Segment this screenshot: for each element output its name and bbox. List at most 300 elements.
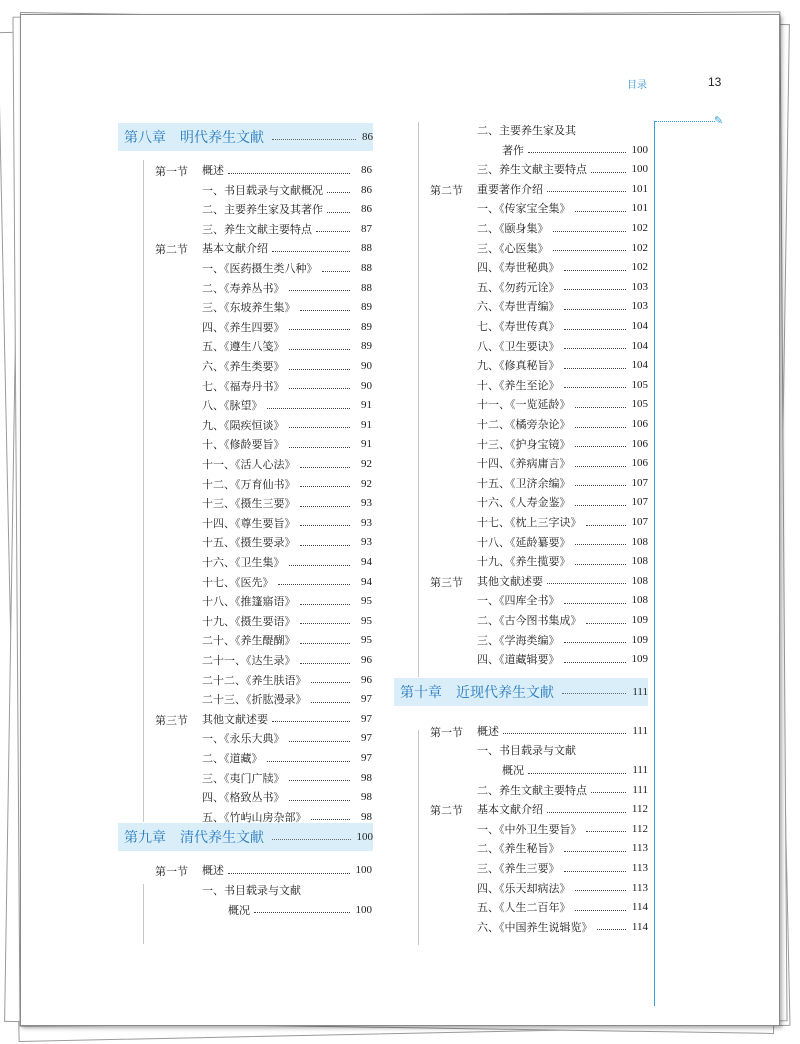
entry-title: 六、《中国养生说辑览》 <box>477 920 593 934</box>
entry-page: 95 <box>361 634 372 647</box>
toc-entry <box>477 879 648 897</box>
entry-title: 十四、《尊生要旨》 <box>202 516 296 530</box>
entry-title: 三、《夷门广牍》 <box>202 771 285 785</box>
entry-title: 六、《寿世青编》 <box>477 300 560 314</box>
entry-page: 106 <box>631 457 648 470</box>
dot-leader <box>586 525 627 526</box>
entry-page: 109 <box>631 614 648 626</box>
entry-title: 十、《养生至论》 <box>477 378 560 392</box>
entry-page: 111 <box>632 724 648 737</box>
margin-rule-horizontal <box>655 121 715 122</box>
entry-title: 五、《勿药元诠》 <box>477 280 560 294</box>
dot-leader <box>300 604 351 605</box>
dot-leader <box>322 271 351 272</box>
dot-leader <box>547 583 626 584</box>
entry-page: 113 <box>631 881 648 894</box>
toc-entry <box>202 475 372 493</box>
entry-page: 102 <box>631 222 648 234</box>
dot-leader <box>300 525 351 526</box>
toc-entry <box>202 533 372 551</box>
entry-title: 十六、《卫生集》 <box>202 556 285 569</box>
toc-entry <box>202 769 372 787</box>
margin-rule-vertical <box>654 121 655 1006</box>
entry-title: 其他文献述要 <box>477 574 543 588</box>
dot-leader <box>289 780 351 781</box>
entry-page: 86 <box>361 203 372 216</box>
dot-leader <box>564 662 627 663</box>
dot-leader <box>564 387 627 388</box>
dot-leader <box>289 388 351 389</box>
entry-page: 100 <box>355 903 372 916</box>
entry-title: 十三、《摄生三要》 <box>202 497 296 511</box>
dot-leader <box>300 643 351 644</box>
toc-entry <box>477 552 648 570</box>
entry-page: 106 <box>631 418 648 430</box>
entry-page: 88 <box>361 262 372 274</box>
dot-leader <box>272 251 350 252</box>
entry-title: 十五、《卫济余编》 <box>477 476 571 490</box>
entry-page: 111 <box>632 764 648 776</box>
entry-page: 100 <box>355 864 372 877</box>
toc-entry <box>477 454 648 472</box>
entry-title: 重要著作介绍 <box>477 182 543 196</box>
entry-page: 87 <box>361 222 372 235</box>
dot-leader <box>575 427 627 428</box>
entry-page: 97 <box>361 732 372 745</box>
entry-page: 114 <box>631 920 648 933</box>
entry-page: 86 <box>361 183 372 196</box>
toc-entry <box>477 591 648 609</box>
entry-page: 101 <box>631 202 648 215</box>
entry-title: 三、《心医集》 <box>477 241 549 255</box>
toc-entry <box>477 121 648 139</box>
entry-page: 88 <box>361 281 372 294</box>
dot-leader <box>289 290 351 291</box>
entry-page: 103 <box>631 300 648 313</box>
entry-title: 二、《颐身集》 <box>477 222 549 235</box>
entry-page: 113 <box>631 842 648 855</box>
section-entry <box>202 239 372 257</box>
entry-title: 五、《人生二百年》 <box>477 901 571 915</box>
toc-entry <box>202 200 372 218</box>
page-number: 13 <box>708 75 722 89</box>
dot-leader <box>289 800 351 801</box>
toc-entry <box>202 671 372 689</box>
entry-page: 106 <box>631 437 648 450</box>
toc-entry <box>202 220 372 238</box>
chapter-page: 100 <box>356 831 373 844</box>
dot-leader <box>564 851 627 852</box>
chapter-title: 第十章 近现代养生文献 <box>400 684 554 701</box>
toc-entry <box>202 651 372 669</box>
toc-entry <box>202 592 372 610</box>
entry-title: 十一、《活人心法》 <box>202 458 296 471</box>
dot-leader <box>300 506 351 507</box>
entry-page: 104 <box>631 339 648 352</box>
entry-title: 其他文献述要 <box>202 712 268 726</box>
toc-entry <box>202 514 372 532</box>
entry-page: 98 <box>361 771 372 784</box>
entry-title: 十七、《枕上三字诀》 <box>477 516 582 529</box>
entry-title: 三、《东坡养生集》 <box>202 301 296 315</box>
entry-page: 107 <box>631 496 648 509</box>
dot-leader <box>311 682 351 683</box>
dot-leader <box>300 310 351 311</box>
dot-leader <box>575 485 627 486</box>
toc-entry <box>202 298 372 316</box>
toc-entry <box>202 612 372 630</box>
toc-entry <box>202 729 372 747</box>
entry-page: 100 <box>631 163 648 176</box>
entry-page: 94 <box>361 575 372 588</box>
entry-page: 86 <box>361 164 372 176</box>
dot-leader <box>289 741 351 742</box>
dot-leader <box>316 231 350 232</box>
entry-title: 十九、《摄生要语》 <box>202 614 296 628</box>
dot-leader <box>553 250 627 251</box>
dot-leader <box>311 819 351 820</box>
entry-title: 十九、《养生揽要》 <box>477 555 571 569</box>
dot-leader <box>267 408 351 409</box>
entry-title: 三、养生文献主要特点 <box>202 222 312 236</box>
dot-leader <box>300 486 351 487</box>
entry-title: 三、《学海类编》 <box>477 633 560 647</box>
entry-title: 十八、《延龄纂要》 <box>477 535 571 549</box>
entry-title: 一、《医药摄生类八种》 <box>202 262 318 275</box>
dot-leader <box>289 447 351 448</box>
entry-page: 108 <box>631 535 648 548</box>
dot-leader <box>272 139 356 140</box>
section-entry <box>477 800 648 818</box>
section-number: 第三节 <box>155 713 188 727</box>
dot-leader <box>575 446 627 447</box>
entry-title: 十六、《人寿金鉴》 <box>477 496 571 510</box>
section-number: 第三节 <box>430 575 463 589</box>
dot-leader <box>575 910 627 911</box>
entry-page: 96 <box>361 673 372 686</box>
entry-page: 93 <box>361 516 372 529</box>
dot-leader <box>272 839 351 840</box>
toc-entry <box>202 396 372 414</box>
dot-leader <box>575 890 627 891</box>
entry-title: 十七、《医先》 <box>202 575 274 589</box>
entry-page: 94 <box>361 556 372 568</box>
dot-leader <box>591 792 626 793</box>
dot-leader <box>228 873 350 874</box>
dot-leader <box>300 663 351 664</box>
chapter-title: 第八章 明代养生文献 <box>124 130 264 146</box>
dot-leader <box>564 642 627 643</box>
entry-title: 十三、《护身宝镜》 <box>477 437 571 451</box>
entry-title: 基本文献介绍 <box>202 242 268 256</box>
entry-title: 二、主要养生家及其著作 <box>202 203 323 217</box>
toc-entry <box>477 533 648 551</box>
entry-page: 98 <box>361 791 372 804</box>
toc-entry <box>477 258 648 276</box>
entry-page: 109 <box>631 633 648 646</box>
toc-entry <box>202 690 372 708</box>
entry-page: 102 <box>631 241 648 254</box>
entry-title: 二十、《养生醍醐》 <box>202 634 296 648</box>
toc-entry <box>477 631 648 649</box>
entry-page: 108 <box>631 594 648 607</box>
dot-leader <box>289 369 351 370</box>
entry-title: 二十一、《达生录》 <box>202 654 296 667</box>
entry-page: 107 <box>631 516 648 528</box>
entry-title: 三、《养生三要》 <box>477 862 560 875</box>
section-entry <box>477 572 648 590</box>
dot-leader <box>327 192 350 193</box>
entry-page: 90 <box>361 360 372 372</box>
entry-title: 一、书目载录与文献概况 <box>202 183 323 197</box>
dot-leader <box>528 773 626 774</box>
toc-entry <box>477 611 648 629</box>
entry-page: 105 <box>631 398 648 411</box>
entry-title: 一、《永乐大典》 <box>202 732 285 746</box>
toc-entry <box>202 259 372 277</box>
entry-page: 89 <box>361 301 372 314</box>
toc-entry <box>202 181 372 199</box>
toc-entry <box>502 141 648 159</box>
section-number: 第二节 <box>155 243 188 257</box>
entry-title: 十一、《一览延龄》 <box>477 398 571 412</box>
entry-title: 三、养生文献主要特点 <box>477 163 587 177</box>
entry-page: 97 <box>361 712 372 725</box>
toc-entry <box>202 337 372 355</box>
entry-page: 89 <box>361 320 372 333</box>
entry-title: 一、《四库全书》 <box>477 594 560 608</box>
entry-title: 一、书目载录与文献 <box>477 744 576 758</box>
toc-entry <box>202 553 372 571</box>
dot-leader <box>254 912 350 913</box>
toc-entry <box>202 494 372 512</box>
toc-entry <box>477 317 648 335</box>
entry-title: 一、书目载录与文献 <box>202 884 301 897</box>
toc-entry <box>477 781 648 799</box>
right-indent-rule <box>418 122 419 677</box>
entry-page: 112 <box>631 803 648 816</box>
dot-leader <box>278 584 351 585</box>
toc-entry <box>202 377 372 395</box>
toc-entry <box>477 839 648 857</box>
dot-leader <box>327 212 350 213</box>
entry-page: 91 <box>361 399 372 412</box>
toc-entry <box>202 631 372 649</box>
chapter-page: 111 <box>632 685 648 698</box>
section-number: 第一节 <box>155 165 188 178</box>
entry-title: 十二、《万育仙书》 <box>202 477 296 491</box>
toc-entry <box>202 455 372 473</box>
entry-title: 二、养生文献主要特点 <box>477 783 587 797</box>
toc-entry <box>477 493 648 511</box>
section-number: 第一节 <box>155 865 188 879</box>
entry-page: 101 <box>631 182 648 195</box>
dot-leader <box>564 289 627 290</box>
left-indent-rule-2 <box>143 884 144 944</box>
toc-entry <box>477 278 648 296</box>
entry-title: 二十二、《养生肤语》 <box>202 673 307 687</box>
dot-leader <box>564 871 627 872</box>
entry-title: 概况 <box>502 764 524 777</box>
pen-icon: ✎ <box>714 114 724 127</box>
toc-entry <box>502 761 648 779</box>
entry-title: 四、《寿世秘典》 <box>477 261 560 275</box>
section-number: 第二节 <box>430 804 463 818</box>
dot-leader <box>564 329 627 330</box>
entry-title: 十八、《推篷寤语》 <box>202 595 296 609</box>
toc-entry <box>477 435 648 453</box>
entry-title: 四、《格致丛书》 <box>202 791 285 805</box>
toc-entry <box>202 881 372 899</box>
entry-title: 十二、《橘旁杂论》 <box>477 418 571 431</box>
toc-page <box>20 14 780 1026</box>
right-indent-rule-2 <box>418 730 419 945</box>
toc-entry <box>202 416 372 434</box>
dot-leader <box>547 191 626 192</box>
dot-leader <box>289 349 351 350</box>
entry-page: 97 <box>361 752 372 764</box>
section-entry <box>477 180 648 198</box>
dot-leader <box>575 564 627 565</box>
entry-page: 91 <box>361 418 372 431</box>
toc-entry <box>477 395 648 413</box>
section-number: 第一节 <box>430 725 463 739</box>
dot-leader <box>289 565 351 566</box>
entry-title: 五、《遵生八笺》 <box>202 340 285 354</box>
entry-page: 114 <box>631 901 648 914</box>
dot-leader <box>564 309 627 310</box>
entry-title: 二、《寿养丛书》 <box>202 281 285 295</box>
toc-entry <box>477 918 648 936</box>
dot-leader <box>300 623 351 624</box>
dot-leader <box>562 693 626 694</box>
toc-entry <box>477 820 648 838</box>
entry-title: 十、《修龄要旨》 <box>202 438 285 452</box>
dot-leader <box>528 152 626 153</box>
toc-entry <box>202 318 372 336</box>
toc-entry <box>477 376 648 394</box>
dot-leader <box>564 348 627 349</box>
toc-entry <box>477 356 648 374</box>
entry-title: 概述 <box>202 164 224 177</box>
running-header-title: 目录 <box>627 80 647 91</box>
entry-page: 111 <box>632 783 648 796</box>
entry-title: 一、《传家宝全集》 <box>477 202 571 216</box>
dot-leader <box>267 761 351 762</box>
entry-title: 九、《修真秘旨》 <box>477 359 560 373</box>
entry-title: 四、《道藏辑要》 <box>477 653 560 667</box>
entry-title: 著作 <box>502 143 524 157</box>
entry-page: 104 <box>631 359 648 372</box>
dot-leader <box>272 721 350 722</box>
entry-title: 九、《陨疾恒谈》 <box>202 418 285 432</box>
chapter-page: 86 <box>362 131 373 143</box>
entry-title: 四、《乐天却病法》 <box>477 881 571 895</box>
entry-page: 102 <box>631 261 648 274</box>
entry-page: 108 <box>631 555 648 568</box>
toc-entry <box>202 788 372 806</box>
chapter-heading <box>118 823 373 851</box>
entry-page: 108 <box>631 574 648 587</box>
entry-title: 十五、《摄生要录》 <box>202 536 296 550</box>
entry-title: 五、《竹屿山房杂部》 <box>202 810 307 824</box>
dot-leader <box>575 466 627 467</box>
entry-title: 十四、《养病庸言》 <box>477 457 571 471</box>
entry-page: 107 <box>631 476 648 489</box>
entry-title: 二、《古今图书集成》 <box>477 614 582 627</box>
entry-page: 109 <box>631 653 648 666</box>
dot-leader <box>575 211 627 212</box>
section-number: 第二节 <box>430 183 463 197</box>
toc-entry <box>202 279 372 297</box>
toc-entry <box>477 337 648 355</box>
entry-title: 二、《道藏》 <box>202 752 263 765</box>
left-indent-rule <box>143 162 144 822</box>
entry-page: 100 <box>631 143 648 156</box>
dot-leader <box>575 505 627 506</box>
entry-page: 105 <box>631 378 648 391</box>
toc-entry <box>477 898 648 916</box>
entry-title: 基本文献介绍 <box>477 803 543 817</box>
section-entry <box>202 861 372 879</box>
entry-title: 七、《寿世传真》 <box>477 320 560 333</box>
entry-page: 93 <box>361 497 372 510</box>
entry-title: 八、《脉望》 <box>202 399 263 413</box>
entry-page: 113 <box>631 862 648 874</box>
chapter-title: 第九章 清代养生文献 <box>124 830 264 847</box>
entry-page: 89 <box>361 340 372 353</box>
dot-leader <box>228 173 350 174</box>
toc-entry <box>477 219 648 237</box>
entry-page: 90 <box>361 379 372 392</box>
dot-leader <box>547 812 626 813</box>
entry-page: 92 <box>361 458 372 470</box>
toc-entry <box>477 160 648 178</box>
toc-entry <box>202 749 372 767</box>
chapter-heading <box>118 123 373 151</box>
toc-entry <box>477 650 648 668</box>
entry-page: 98 <box>361 810 372 823</box>
toc-entry <box>477 741 648 759</box>
entry-page: 95 <box>361 595 372 608</box>
dot-leader <box>289 329 351 330</box>
section-entry <box>202 710 372 728</box>
dot-leader <box>564 603 627 604</box>
entry-page: 112 <box>631 822 648 835</box>
toc-entry <box>477 415 648 433</box>
toc-entry <box>477 474 648 492</box>
toc-entry <box>228 901 372 919</box>
entry-page: 95 <box>361 614 372 627</box>
dot-leader <box>300 467 351 468</box>
dot-leader <box>586 623 627 624</box>
entry-page: 103 <box>631 280 648 293</box>
entry-page: 96 <box>361 654 372 666</box>
entry-page: 91 <box>361 438 372 451</box>
toc-entry <box>202 573 372 591</box>
chapter-heading <box>394 678 648 706</box>
entry-title: 概况 <box>228 903 250 917</box>
entry-title: 概述 <box>202 864 224 878</box>
dot-leader <box>591 172 626 173</box>
entry-title: 二、《养生秘旨》 <box>477 842 560 856</box>
entry-page: 93 <box>361 536 372 549</box>
dot-leader <box>503 733 626 734</box>
dot-leader <box>597 929 627 930</box>
entry-page: 104 <box>631 320 648 332</box>
toc-entry <box>477 859 648 877</box>
entry-title: 六、《养生类要》 <box>202 360 285 373</box>
